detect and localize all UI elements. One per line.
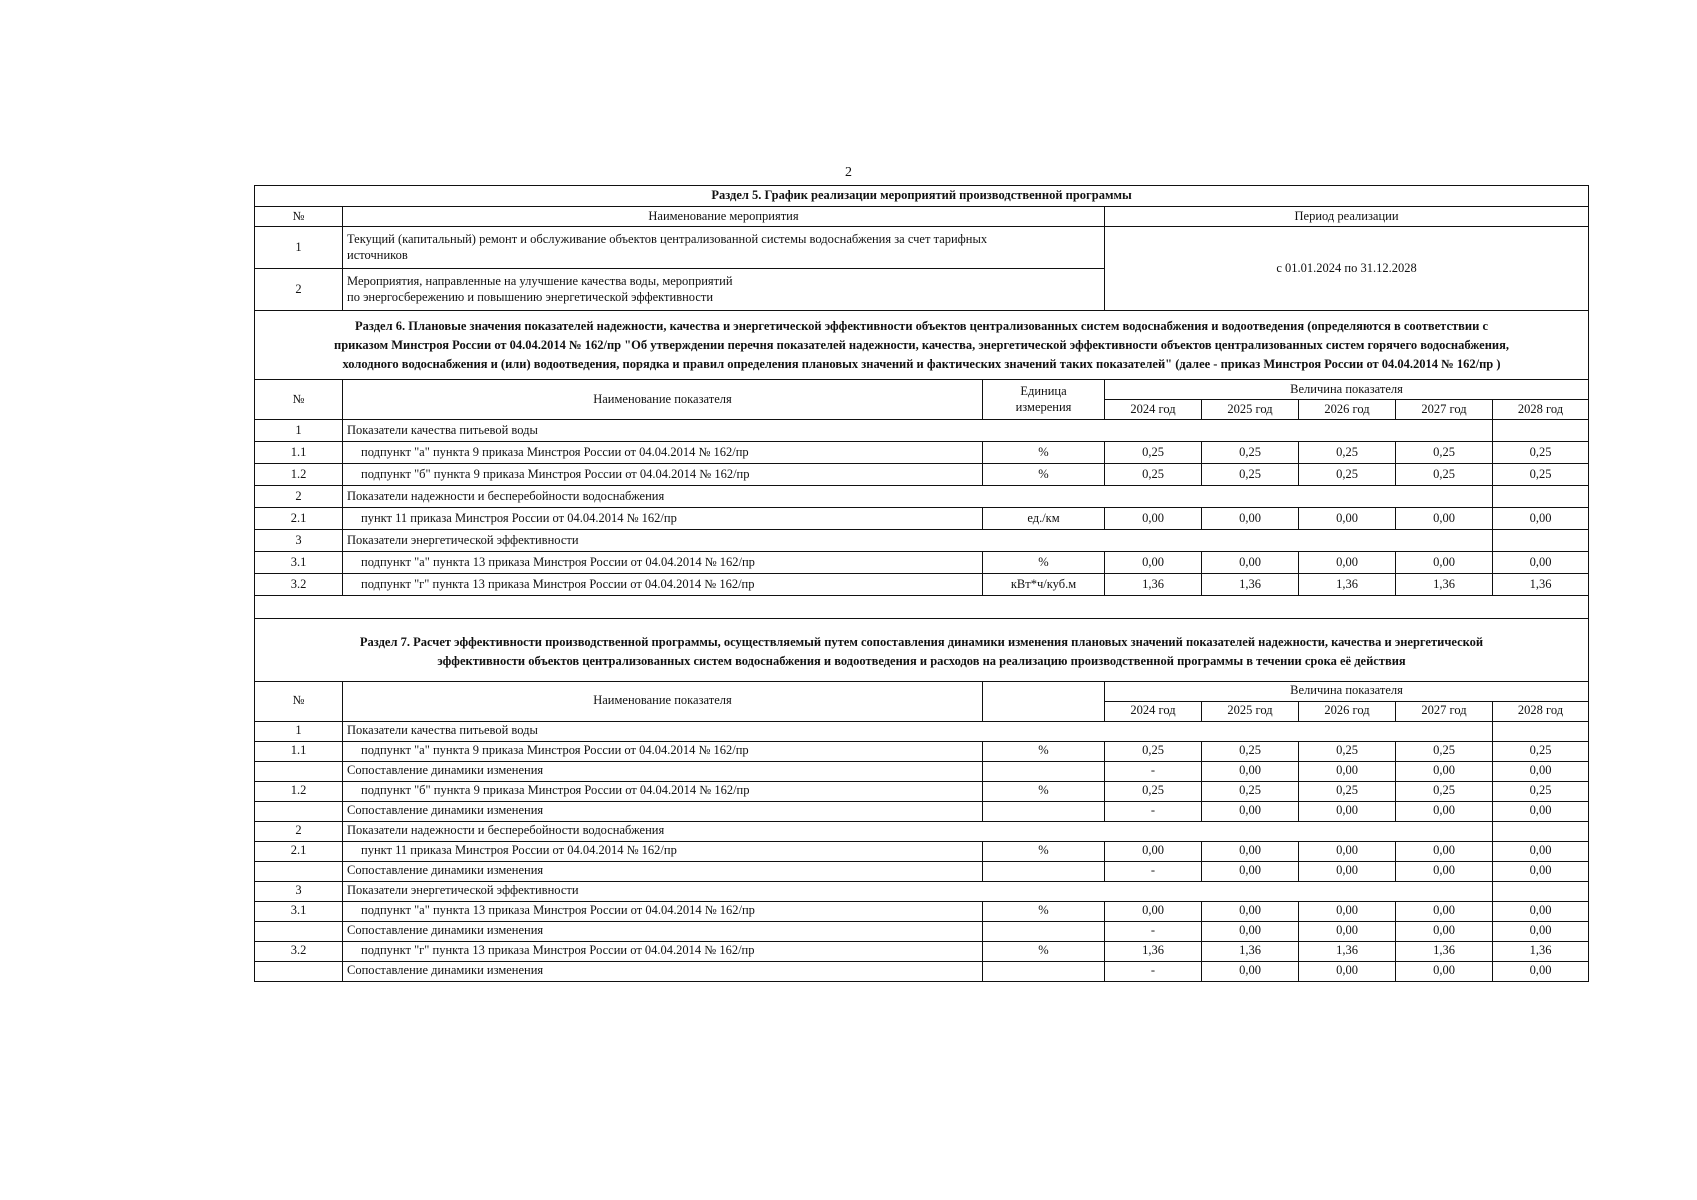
row-number: 1.2 (255, 781, 343, 801)
value-cell: - (1105, 861, 1202, 881)
value-cell: 0,25 (1202, 464, 1299, 486)
value-cell: 1,36 (1202, 941, 1299, 961)
value-cell: 0,25 (1105, 442, 1202, 464)
comparison-row (255, 961, 1589, 981)
value-cell: 0,25 (1493, 781, 1589, 801)
value-cell: 1,36 (1493, 574, 1589, 596)
value-cell: 0,25 (1299, 781, 1396, 801)
comparison-label: Сопоставление динамики изменения (343, 961, 983, 981)
section5-row1-name: Текущий (капитальный) ремонт и обслуживание объектов централизованной системы водоснабжения за счет тарифных источников (343, 227, 1105, 269)
unit-cell: % (983, 901, 1105, 921)
section7 (255, 619, 1589, 722)
unit-cell (983, 861, 1105, 881)
row-number: 1.1 (255, 442, 343, 464)
row-number: 1 (255, 420, 343, 442)
section6-year-2028: 2028 год (1493, 400, 1589, 420)
unit-cell: ед./км (983, 508, 1105, 530)
unit-cell: % (983, 781, 1105, 801)
value-cell: 0,00 (1396, 861, 1493, 881)
empty-cell (1493, 821, 1589, 841)
group-row (255, 530, 1589, 552)
section5-col-no: № (255, 207, 343, 227)
row-number: 2 (255, 821, 343, 841)
value-cell: 0,00 (1202, 801, 1299, 821)
empty-cell (1493, 486, 1589, 508)
table-row (255, 941, 1589, 961)
section6-year-2024: 2024 год (1105, 400, 1202, 420)
comparison-row (255, 921, 1589, 941)
group-name: Показатели надежности и бесперебойности водоснабжения (343, 486, 1493, 508)
row-number (255, 761, 343, 781)
blank-row (255, 596, 1589, 619)
value-cell: 0,00 (1299, 552, 1396, 574)
unit-cell (983, 921, 1105, 941)
section-gap (255, 596, 1589, 619)
value-cell: 0,00 (1493, 861, 1589, 881)
comparison-row (255, 801, 1589, 821)
section5-period: с 01.01.2024 по 31.12.2028 (1105, 227, 1589, 311)
value-cell: 0,00 (1493, 761, 1589, 781)
section7-year-2025: 2025 год (1202, 701, 1299, 721)
value-cell: 0,00 (1493, 801, 1589, 821)
value-cell: 0,00 (1105, 552, 1202, 574)
section7-col-name: Наименование показателя (343, 681, 983, 721)
value-cell: 0,00 (1105, 508, 1202, 530)
section7-title: Раздел 7. Расчет эффективности производственной программы, осуществляемый путем сопоставления динамики изменения плановых значений показателей надежности, качества и энергетической эффективности объектов централизованных систем водоснабжения и водоотведения и расходов на реализацию производственной программы в течении срока её действия (255, 619, 1589, 682)
group-row (255, 821, 1589, 841)
group-name: Показатели качества питьевой воды (343, 721, 1493, 741)
value-cell: 0,00 (1493, 841, 1589, 861)
indicator-name: подпункт "а" пункта 9 приказа Минстроя России от 04.04.2014 № 162/пр (343, 442, 983, 464)
unit-cell: % (983, 941, 1105, 961)
empty-cell (1493, 530, 1589, 552)
value-cell: 0,25 (1396, 464, 1493, 486)
value-cell: 1,36 (1299, 574, 1396, 596)
empty-cell (1493, 420, 1589, 442)
page-number: 2 (845, 165, 852, 180)
table-row (255, 574, 1589, 596)
value-cell: 0,00 (1105, 901, 1202, 921)
comparison-label: Сопоставление динамики изменения (343, 801, 983, 821)
unit-cell (983, 761, 1105, 781)
section7-year-2028: 2028 год (1493, 701, 1589, 721)
value-cell: 0,00 (1396, 801, 1493, 821)
table-row (255, 781, 1589, 801)
group-row (255, 881, 1589, 901)
value-cell: 0,00 (1396, 508, 1493, 530)
value-cell: 0,00 (1493, 901, 1589, 921)
unit-cell: % (983, 442, 1105, 464)
comparison-label: Сопоставление динамики изменения (343, 861, 983, 881)
value-cell: 0,00 (1493, 921, 1589, 941)
value-cell: 0,25 (1299, 464, 1396, 486)
row-number: 1.1 (255, 741, 343, 761)
section6-col-unit: Единица измерения (983, 380, 1105, 420)
section6-year-2027: 2027 год (1396, 400, 1493, 420)
section5-col-name: Наименование мероприятия (343, 207, 1105, 227)
value-cell: 0,00 (1299, 508, 1396, 530)
value-cell: 0,00 (1105, 841, 1202, 861)
value-cell: 0,00 (1202, 508, 1299, 530)
value-cell: 0,00 (1299, 761, 1396, 781)
value-cell: 0,25 (1396, 442, 1493, 464)
section5-row2-no: 2 (255, 269, 343, 311)
value-cell: 1,36 (1493, 941, 1589, 961)
table-row (255, 901, 1589, 921)
value-cell: 0,00 (1202, 861, 1299, 881)
row-number (255, 801, 343, 821)
value-cell: 0,00 (1396, 552, 1493, 574)
unit-cell: кВт*ч/куб.м (983, 574, 1105, 596)
unit-cell: % (983, 464, 1105, 486)
value-cell: 0,00 (1299, 921, 1396, 941)
value-cell: 0,00 (1299, 801, 1396, 821)
row-number (255, 961, 343, 981)
section6-col-no: № (255, 380, 343, 420)
indicator-name: подпункт "г" пункта 13 приказа Минстроя России от 04.04.2014 № 162/пр (343, 941, 983, 961)
value-cell: 0,00 (1299, 861, 1396, 881)
value-cell: 1,36 (1202, 574, 1299, 596)
table-row (255, 841, 1589, 861)
value-cell: 0,25 (1202, 781, 1299, 801)
value-cell: 0,00 (1396, 921, 1493, 941)
value-cell: 0,00 (1202, 552, 1299, 574)
comparison-row (255, 761, 1589, 781)
table-row (255, 552, 1589, 574)
value-cell: 0,25 (1105, 781, 1202, 801)
value-cell: 0,00 (1396, 961, 1493, 981)
section7-year-2024: 2024 год (1105, 701, 1202, 721)
indicator-name: подпункт "а" пункта 13 приказа Минстроя России от 04.04.2014 № 162/пр (343, 552, 983, 574)
table-row (255, 464, 1589, 486)
comparison-label: Сопоставление динамики изменения (343, 761, 983, 781)
unit-cell: % (983, 741, 1105, 761)
value-cell: 0,25 (1493, 741, 1589, 761)
section6-col-value: Величина показателя (1105, 380, 1589, 400)
value-cell: 0,25 (1105, 464, 1202, 486)
section6 (255, 311, 1589, 420)
value-cell: 0,00 (1299, 901, 1396, 921)
section5-row2-name: Мероприятия, направленные на улучшение качества воды, мероприятий по энергосбережению и повышению энергетической эффективности (343, 269, 1105, 311)
section7-col-unit (983, 681, 1105, 721)
value-cell: 1,36 (1396, 941, 1493, 961)
value-cell: 0,00 (1202, 761, 1299, 781)
comparison-label: Сопоставление динамики изменения (343, 921, 983, 941)
section7-rows (255, 721, 1589, 981)
group-name: Показатели надежности и бесперебойности водоснабжения (343, 821, 1493, 841)
group-name: Показатели энергетической эффективности (343, 530, 1493, 552)
value-cell: 0,00 (1493, 961, 1589, 981)
group-name: Показатели энергетической эффективности (343, 881, 1493, 901)
document-sheet (254, 185, 1588, 982)
group-name: Показатели качества питьевой воды (343, 420, 1493, 442)
section6-title: Раздел 6. Плановые значения показателей надежности, качества и энергетической эффективности объектов централизованных систем водоснабжения и водоотведения (определяются в соответствии с приказом Минстроя России от 04.04.2014 № 162/пр "Об утверждении перечня показателей надежности, качества, энергетической эффективности объектов централизованных систем горячего водоснабжения, холодного водоснабжения и (или) водоотведения, порядка и правил определения плановых значений и фактических значений таких показателей" (далее - приказ Минстроя России от 04.04.2014 № 162/пр ) (255, 311, 1589, 380)
value-cell: 0,00 (1202, 841, 1299, 861)
section5-row1-no: 1 (255, 227, 343, 269)
value-cell: 0,00 (1202, 901, 1299, 921)
value-cell: - (1105, 961, 1202, 981)
value-cell: 0,25 (1493, 442, 1589, 464)
row-number (255, 861, 343, 881)
value-cell: 0,00 (1493, 508, 1589, 530)
indicator-name: подпункт "г" пункта 13 приказа Минстроя России от 04.04.2014 № 162/пр (343, 574, 983, 596)
section6-col-name: Наименование показателя (343, 380, 983, 420)
table-row (255, 508, 1589, 530)
section7-year-2026: 2026 год (1299, 701, 1396, 721)
unit-cell: % (983, 841, 1105, 861)
value-cell: 1,36 (1105, 574, 1202, 596)
row-number: 3 (255, 881, 343, 901)
row-number: 3.2 (255, 941, 343, 961)
indicator-name: подпункт "б" пункта 9 приказа Минстроя России от 04.04.2014 № 162/пр (343, 781, 983, 801)
section6-year-2025: 2025 год (1202, 400, 1299, 420)
main-table (254, 185, 1589, 982)
section6-year-2026: 2026 год (1299, 400, 1396, 420)
unit-cell (983, 801, 1105, 821)
section7-col-no: № (255, 681, 343, 721)
value-cell: 0,25 (1299, 442, 1396, 464)
row-number (255, 921, 343, 941)
section5-title: Раздел 5. График реализации мероприятий производственной программы (255, 186, 1589, 207)
value-cell: - (1105, 801, 1202, 821)
row-number: 1 (255, 721, 343, 741)
value-cell: 0,00 (1202, 961, 1299, 981)
indicator-name: подпункт "а" пункта 13 приказа Минстроя России от 04.04.2014 № 162/пр (343, 901, 983, 921)
indicator-name: подпункт "б" пункта 9 приказа Минстроя России от 04.04.2014 № 162/пр (343, 464, 983, 486)
table-row (255, 741, 1589, 761)
value-cell: 1,36 (1396, 574, 1493, 596)
value-cell: 1,36 (1299, 941, 1396, 961)
section5-col-period: Период реализации (1105, 207, 1589, 227)
row-number: 2.1 (255, 841, 343, 861)
row-number: 3.1 (255, 901, 343, 921)
value-cell: 0,00 (1202, 921, 1299, 941)
row-number: 3.2 (255, 574, 343, 596)
value-cell: 0,00 (1396, 901, 1493, 921)
group-row (255, 486, 1589, 508)
indicator-name: подпункт "а" пункта 9 приказа Минстроя России от 04.04.2014 № 162/пр (343, 741, 983, 761)
indicator-name: пункт 11 приказа Минстроя России от 04.04.2014 № 162/пр (343, 841, 983, 861)
value-cell: 0,25 (1105, 741, 1202, 761)
value-cell: 0,00 (1299, 961, 1396, 981)
value-cell: 0,25 (1396, 781, 1493, 801)
indicator-name: пункт 11 приказа Минстроя России от 04.04.2014 № 162/пр (343, 508, 983, 530)
unit-cell: % (983, 552, 1105, 574)
unit-cell (983, 961, 1105, 981)
section6-rows (255, 420, 1589, 596)
value-cell: 0,25 (1202, 442, 1299, 464)
value-cell: 0,25 (1396, 741, 1493, 761)
row-number: 2 (255, 486, 343, 508)
value-cell: 0,25 (1493, 464, 1589, 486)
value-cell: - (1105, 921, 1202, 941)
value-cell: 0,25 (1299, 741, 1396, 761)
section7-year-2027: 2027 год (1396, 701, 1493, 721)
row-number: 3 (255, 530, 343, 552)
value-cell: 0,00 (1396, 841, 1493, 861)
row-number: 1.2 (255, 464, 343, 486)
row-number: 3.1 (255, 552, 343, 574)
table-row (255, 442, 1589, 464)
value-cell: 0,00 (1396, 761, 1493, 781)
empty-cell (1493, 881, 1589, 901)
section5 (255, 186, 1589, 311)
value-cell: 0,00 (1493, 552, 1589, 574)
value-cell: 1,36 (1105, 941, 1202, 961)
row-number: 2.1 (255, 508, 343, 530)
value-cell: - (1105, 761, 1202, 781)
empty-cell (1493, 721, 1589, 741)
group-row (255, 420, 1589, 442)
comparison-row (255, 861, 1589, 881)
section7-col-value: Величина показателя (1105, 681, 1589, 701)
value-cell: 0,00 (1299, 841, 1396, 861)
value-cell: 0,25 (1202, 741, 1299, 761)
group-row (255, 721, 1589, 741)
